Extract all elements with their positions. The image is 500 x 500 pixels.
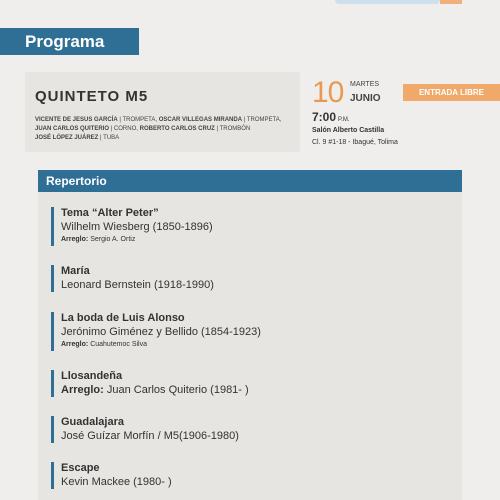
piece-composer: José Guízar Morfín / M5(1906-1980) [61,430,239,442]
arrangement-label: Arreglo: [61,236,89,243]
event-time [312,110,350,124]
performer-instrument: TROMPETA [122,117,156,123]
event-date-day: MARTES [350,81,380,88]
performer-instrument: TROMBÓN [219,126,251,132]
programa-title: Programa [25,31,105,51]
performer-name: JUAN CARLOS QUITERIO [35,126,110,132]
piece-arrangement [61,234,213,246]
performer-name: OSCAR VILLEGAS MIRANDA [158,117,243,123]
piece-title: Escape [61,462,100,474]
arrangement-label: Arreglo: [61,341,89,348]
performers-list: VICENTE DE JESUS GARCÍA | TROMPETA, OSCAR VILLEGAS MIRANDA | TROMPETA, JUAN CARLOS QUITERIO | CORNO, ROBERTO CARLOS CRUZ | TROMBÓN JOSÉ LÓPEZ JUÁREZ | TUBA [35,117,282,141]
event-date-number: 10 [312,76,344,109]
event-block [25,72,485,152]
event-info-panel [25,72,300,152]
piece-composer: Kevin Mackee (1980- ) [61,476,172,488]
free-entry-badge: ENTRADA LIBRE [403,84,500,101]
piece-title: María [61,265,90,277]
composer-label: Arreglo: [61,384,104,396]
arrangement-name: Cuahutemoc Silva [90,341,147,348]
piece-item [51,207,213,246]
piece-title: Tema “Alter Peter” [61,207,159,219]
piece-composer [61,383,249,397]
piece-composer: Leonard Bernstein (1918-1990) [61,279,214,291]
repertorio-panel [38,170,462,500]
performer-instrument: TROMPETA [246,117,280,123]
piece-composer: Jerónimo Giménez y Bellido (1854-1923) [61,326,261,338]
piece-item [51,265,214,292]
event-date-month: JUNIO [350,93,381,104]
piece-title: Llosandeña [61,370,123,382]
piece-title: Guadalajara [61,416,124,428]
performer-name: ROBERTO CARLOS CRUZ [139,126,215,132]
piece-item [51,312,261,351]
piece-title: La boda de Luis Alonso [61,312,185,324]
top-decoration-accent [440,0,462,4]
programa-header [0,28,139,55]
repertorio-title: Repertorio [46,174,107,188]
event-time-value: 7:00 [312,110,337,124]
event-title: QUINTETO M5 [35,88,149,105]
repertorio-header [38,170,462,192]
performer-instrument: CORNO [113,126,137,132]
event-time-suffix: P.M. [338,117,350,123]
event-venue: Salón Alberto Castilla [312,127,385,134]
arrangement-name: Sergio A. Ortiz [90,236,136,243]
piece-arrangement [61,339,261,351]
piece-item [51,370,249,397]
piece-item [51,462,172,489]
performer-instrument: TUBA [103,135,120,141]
event-address: Cl. 9 #1-18 - Ibagué, Tolima [312,139,398,146]
piece-composer: Wilhelm Wiesberg (1850-1896) [61,221,213,233]
top-decoration-bar [335,0,440,4]
performer-name: JOSÉ LÓPEZ JUÁREZ [35,135,99,141]
performer-name: VICENTE DE JESUS GARCÍA [35,117,118,123]
piece-item [51,416,239,443]
composer-name: Juan Carlos Quiterio (1981- ) [106,384,249,396]
